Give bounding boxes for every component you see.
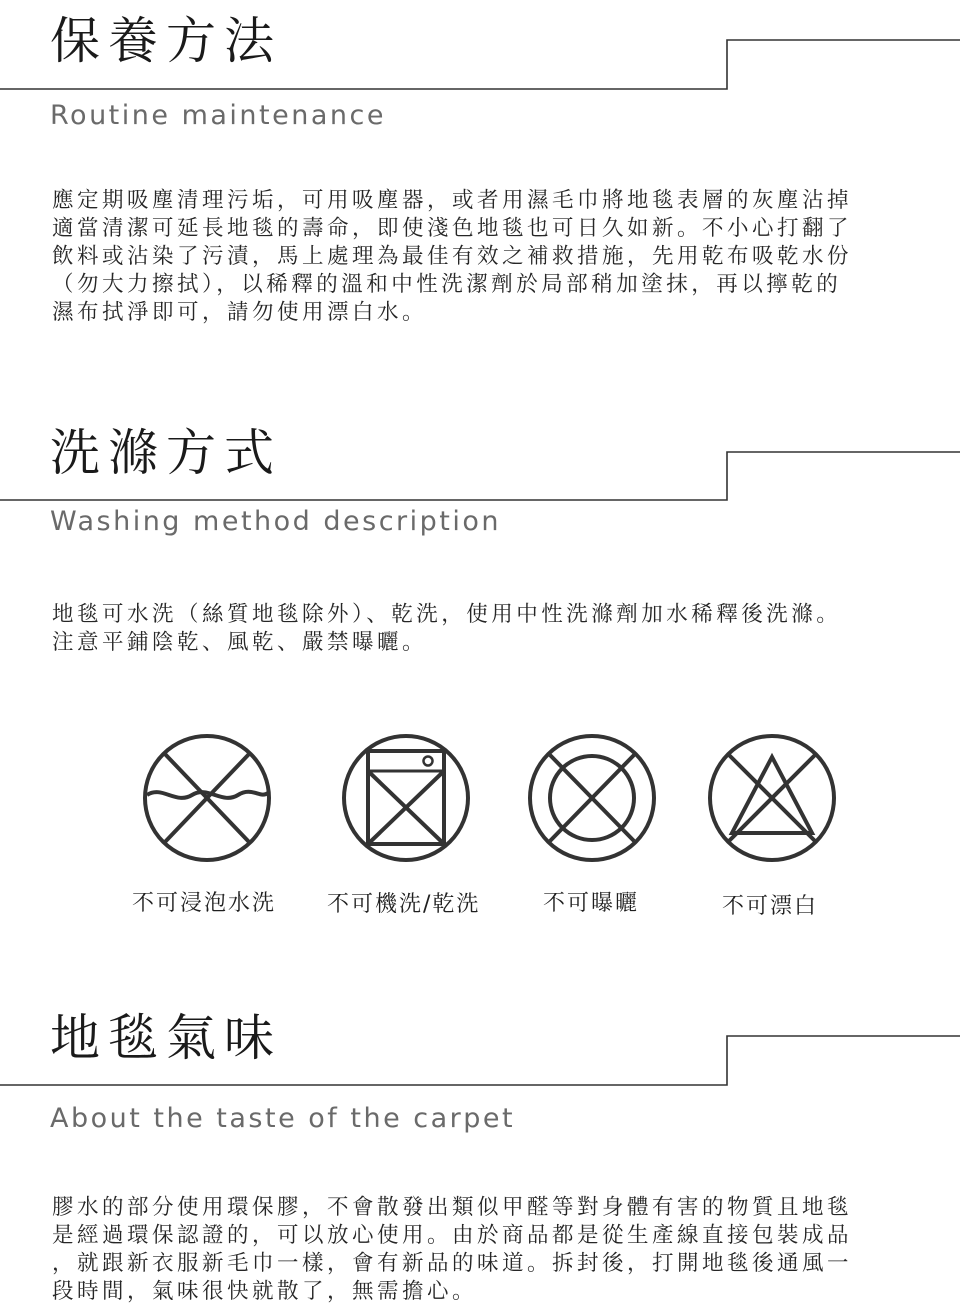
section-subtitle: Washing method description <box>50 506 502 537</box>
section-title: 保養方法 <box>50 12 282 70</box>
paragraph-line: 應定期吸塵清理污垢，可用吸塵器，或者用濕毛巾將地毯表層的灰塵沾掉 <box>52 188 853 213</box>
section-subtitle: About the taste of the carpet <box>50 1103 516 1134</box>
section-title: 地毯氣味 <box>50 1009 282 1067</box>
care-label: 不可曝曬 <box>543 891 640 916</box>
no-bleach-icon <box>707 733 837 867</box>
care-label: 不可機洗/乾洗 <box>327 892 481 917</box>
section-paragraph <box>52 1194 922 1306</box>
paragraph-line: 地毯可水洗（絲質地毯除外）、乾洗，使用中性洗滌劑加水稀釋後洗滌。 <box>52 602 842 627</box>
care-label: 不可漂白 <box>722 894 819 919</box>
no-sun-drying-icon <box>527 733 657 867</box>
paragraph-line: 段時間，氣味很快就散了，無需擔心。 <box>52 1279 478 1304</box>
paragraph-line: 膠水的部分使用環保膠，不會散發出類似甲醛等對身體有害的物質且地毯 <box>52 1195 853 1220</box>
paragraph-line: 是經過環保認證的，可以放心使用。由於商品都是從生產線直接包裝成品 <box>52 1223 853 1248</box>
no-machine-wash-dry-clean-icon <box>341 733 471 867</box>
paragraph-line: 注意平鋪陰乾、風乾、嚴禁曝曬。 <box>52 630 428 655</box>
section-divider <box>0 38 960 92</box>
paragraph-line: 飲料或沾染了污漬，馬上處理為最佳有效之補救措施，先用乾布吸乾水份 <box>52 244 853 269</box>
section-divider <box>0 1034 960 1088</box>
section-title: 洗滌方式 <box>50 424 282 482</box>
paragraph-line: 濕布拭淨即可，請勿使用漂白水。 <box>52 300 428 325</box>
paragraph-line: ，就跟新衣服新毛巾一樣，會有新品的味道。拆封後，打開地毯後通風一 <box>52 1251 853 1276</box>
section-subtitle: Routine maintenance <box>50 100 386 131</box>
paragraph-line: 適當清潔可延長地毯的壽命，即使淺色地毯也可日久如新。不小心打翻了 <box>52 216 853 241</box>
care-label: 不可浸泡水洗 <box>132 891 277 916</box>
paragraph-line: （勿大力擦拭），以稀釋的溫和中性洗潔劑於局部稍加塗抹，再以擰乾的 <box>52 272 842 297</box>
section-divider <box>0 450 960 504</box>
section-paragraph <box>52 187 922 327</box>
section-paragraph <box>52 601 922 657</box>
no-soak-wash-icon <box>142 733 272 867</box>
